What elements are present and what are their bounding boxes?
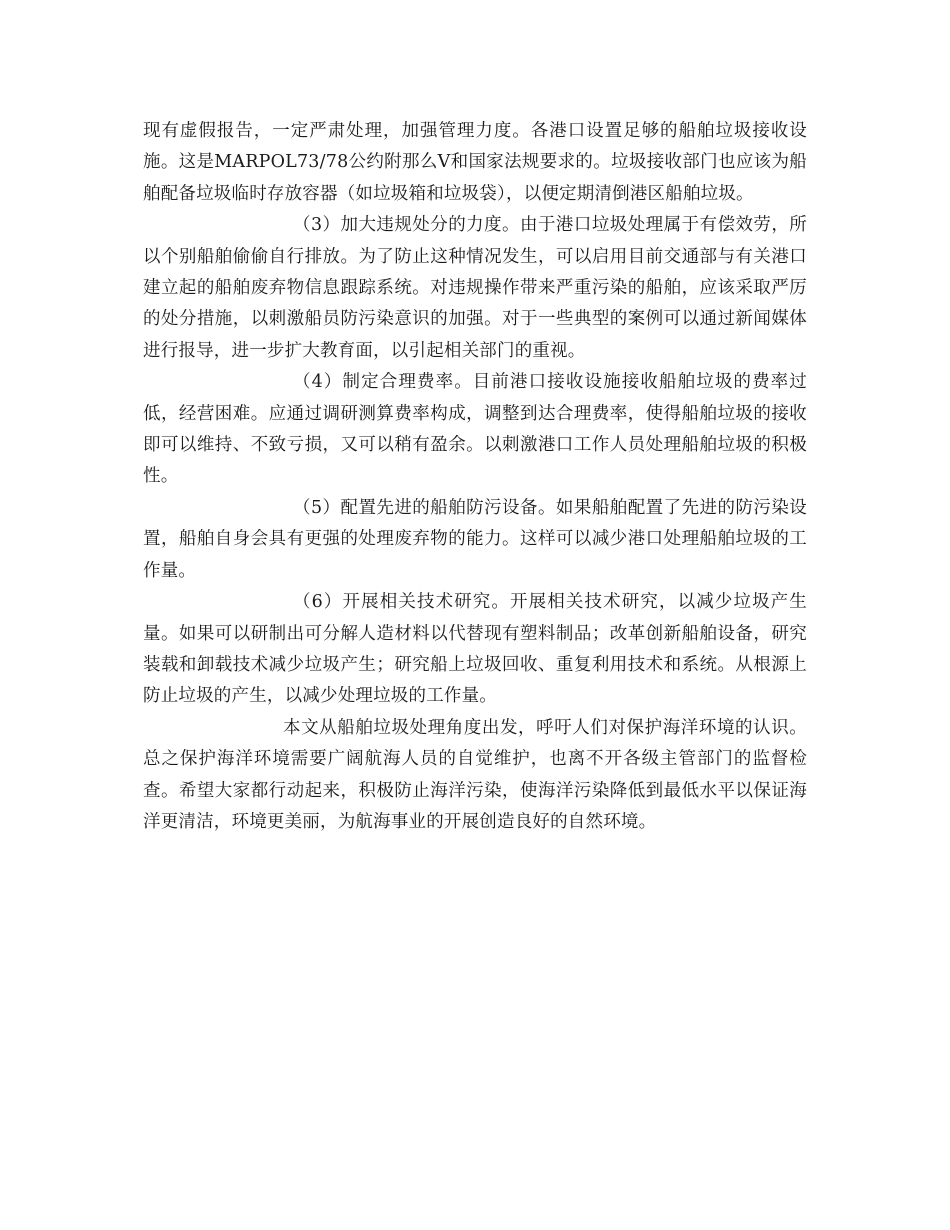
paragraph-conclusion: 本文从船舶垃圾处理角度出发，呼吁人们对保护海洋环境的认识。总之保护海洋环境需要广阔航海人员的自觉维护，也离不开各级主管部门的监督检查。希望大家都行动起来，积极防止海洋污染，使海洋污染降低到最低水平以保证海洋更清洁，环境更美丽，为航海事业的开展创造良好的自然环境。 xyxy=(143,717,807,832)
document-body xyxy=(143,116,807,838)
paragraph-penalty-enforcement: （3）加大违规处分的力度。由于港口垃圾处理属于有偿效劳，所以个别船舶偷偷自行排放。为了防止这种情况发生，可以启用目前交通部与有关港口建立起的船舶废弃物信息跟踪系统。对违规操作带来严重污染的船舶，应该采取严厉的处分措施，以刺激船员防污染意识的加强。对于一些典型的案例可以通过新闻媒体进行报导，进一步扩大教育面，以引起相关部门的重视。 xyxy=(143,215,807,361)
paragraph-technical-research: （6）开展相关技术研究。开展相关技术研究，以减少垃圾产生量。如果可以研制出可分解人造材料以代替现有塑料制品；改革创新船舶设备，研究装载和卸载技术减少垃圾产生；研究船上垃圾回收、重复利用技术和系统。从根源上防止垃圾的产生，以减少处理垃圾的工作量。 xyxy=(143,592,807,707)
paragraph-anti-pollution-equipment: （5）配置先进的船舶防污设备。如果船舶配置了先进的防污染设置，船舶自身会具有更强的处理废弃物的能力。这样可以减少港口处理船舶垃圾的工作量。 xyxy=(143,497,807,581)
paragraph-reasonable-fees: （4）制定合理费率。目前港口接收设施接收船舶垃圾的费率过低，经营困难。应通过调研测算费率构成，调整到达合理费率，使得船舶垃圾的接收即可以维持、不致亏损，又可以稍有盈余。以刺激港口工作人员处理船舶垃圾的积极性。 xyxy=(143,372,807,487)
paragraph-port-facilities: 现有虚假报告，一定严肃处理，加强管理力度。各港口设置足够的船舶垃圾接收设施。这是MARPOL73/78公约附那么Ⅴ和国家法规要求的。垃圾接收部门也应该为船舶配备垃圾临时存放容器（如垃圾箱和垃圾袋），以便定期清倒港区船舶垃圾。 xyxy=(143,121,807,204)
